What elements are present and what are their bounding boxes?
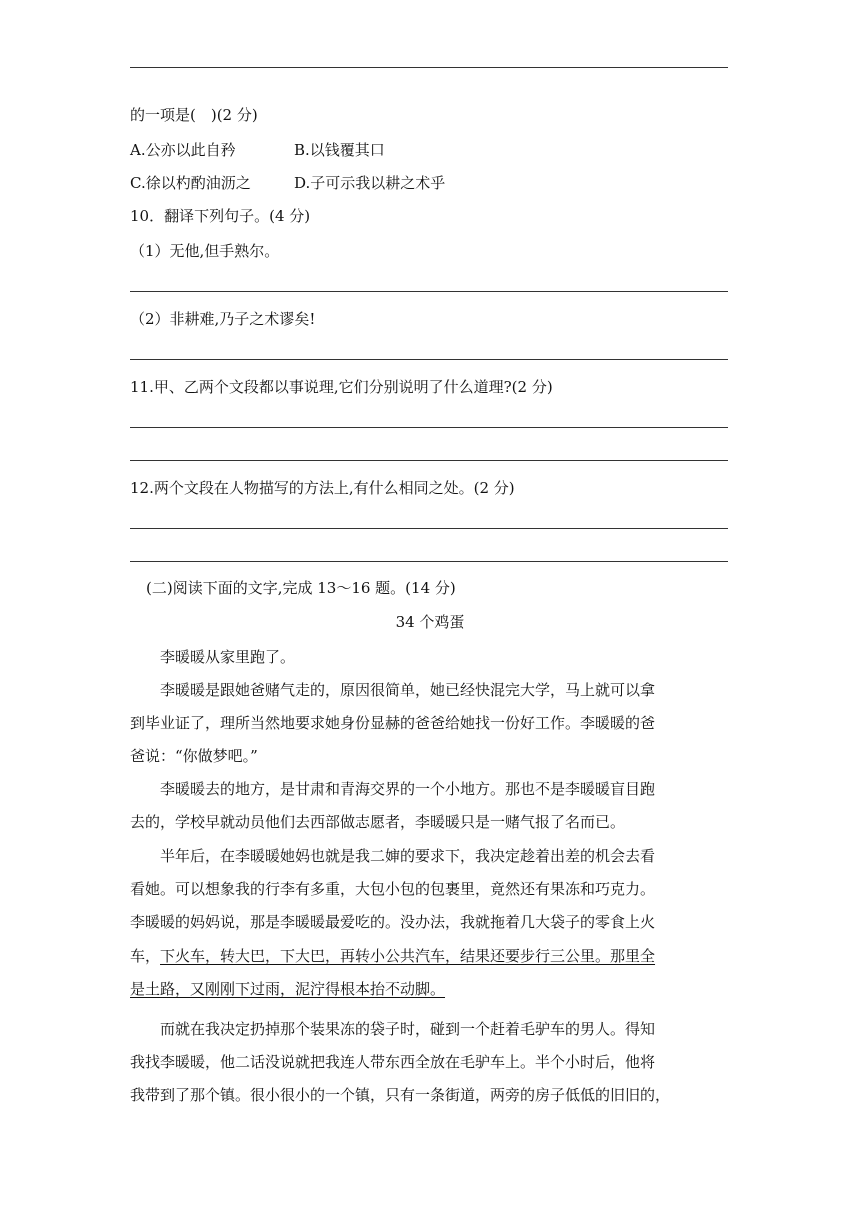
passage-line: 李暖暖去的地方，是甘肃和青海交界的一个小地方。那也不是李暖暖盲目跑 xyxy=(160,780,656,798)
passage-line: 李暖暖的妈妈说，那是李暖暖最爱吃的。没办法，我就拖着几大袋子的零食上火 xyxy=(130,913,656,931)
passage-line: 李暖暖从家里跑了。 xyxy=(160,648,296,666)
passage-line: 李暖暖是跟她爸赌气走的，原因很简单，她已经快混完大学，马上就可以拿 xyxy=(160,681,656,699)
answer-line xyxy=(130,427,728,428)
q9-stem-tail: 的一项是( )(2 分) xyxy=(130,106,258,124)
header-rule xyxy=(130,67,728,68)
underlined-passage-text: 下火车，转大巴，下大巴，再转小公共汽车，结果还要步行三公里。那里全 xyxy=(160,947,656,965)
underlined-passage-text: 是土路，又刚刚下过雨，泥泞得根本抬不动脚。 xyxy=(130,980,446,998)
passage-line: 到毕业证了，理所当然地要求她身份显赫的爸爸给她找一份好工作。李暖暖的爸 xyxy=(130,714,656,732)
passage-line: 而就在我决定扔掉那个装果冻的袋子时，碰到一个赶着毛驴车的男人。得知 xyxy=(160,1020,656,1038)
passage-title: 34 个鸡蛋 xyxy=(395,613,465,631)
passage-line: 我带到了那个镇。很小很小的一个镇，只有一条街道，两旁的房子低低的旧旧的， xyxy=(130,1086,671,1104)
q9-options-row-1 xyxy=(130,140,385,160)
q9-option-b: B.以钱覆其口 xyxy=(294,141,385,159)
passage-line: 去的，学校早就动员他们去西部做志愿者，李暖暖只是一赌气报了名而已。 xyxy=(130,813,626,831)
answer-line xyxy=(130,561,728,562)
q11-stem: 11.甲、乙两个文段都以事说理,它们分别说明了什么道理?(2 分) xyxy=(130,378,553,396)
q10-stem: 10．翻译下列句子。(4 分) xyxy=(130,207,311,225)
q10-sentence-2: （2）非耕难,乃子之术谬矣! xyxy=(130,310,316,328)
q12-stem: 12.两个文段在人物描写的方法上,有什么相同之处。(2 分) xyxy=(130,479,515,497)
answer-line xyxy=(130,291,728,292)
passage-line: 半年后，在李暖暖她妈也就是我二婶的要求下，我决定趁着出差的机会去看 xyxy=(160,847,656,865)
answer-line xyxy=(130,460,728,461)
section2-intro: (二)阅读下面的文字,完成 13～16 题。(14 分) xyxy=(146,579,456,597)
passage-line: 我找李暖暖，他二话没说就把我连人带东西全放在毛驴车上。半个小时后，他将 xyxy=(130,1053,656,1071)
passage-line: 看她。可以想象我的行李有多重，大包小包的包裹里，竟然还有果冻和巧克力。 xyxy=(130,880,656,898)
q9-option-d: D.子可示我以耕之术乎 xyxy=(294,174,446,192)
q9-options-row-2 xyxy=(130,173,445,193)
q9-option-c: C.徐以杓酌油沥之 xyxy=(130,174,251,192)
answer-line xyxy=(130,528,728,529)
q10-sentence-1: （1）无他,但手熟尔。 xyxy=(130,242,280,260)
passage-line xyxy=(130,946,730,966)
q9-option-a: A.公亦以此自矜 xyxy=(130,141,236,159)
answer-line xyxy=(130,359,728,360)
passage-text: 车， xyxy=(130,947,161,965)
passage-line xyxy=(130,979,730,999)
passage-line: 爸说：“你做梦吧。” xyxy=(130,747,258,765)
